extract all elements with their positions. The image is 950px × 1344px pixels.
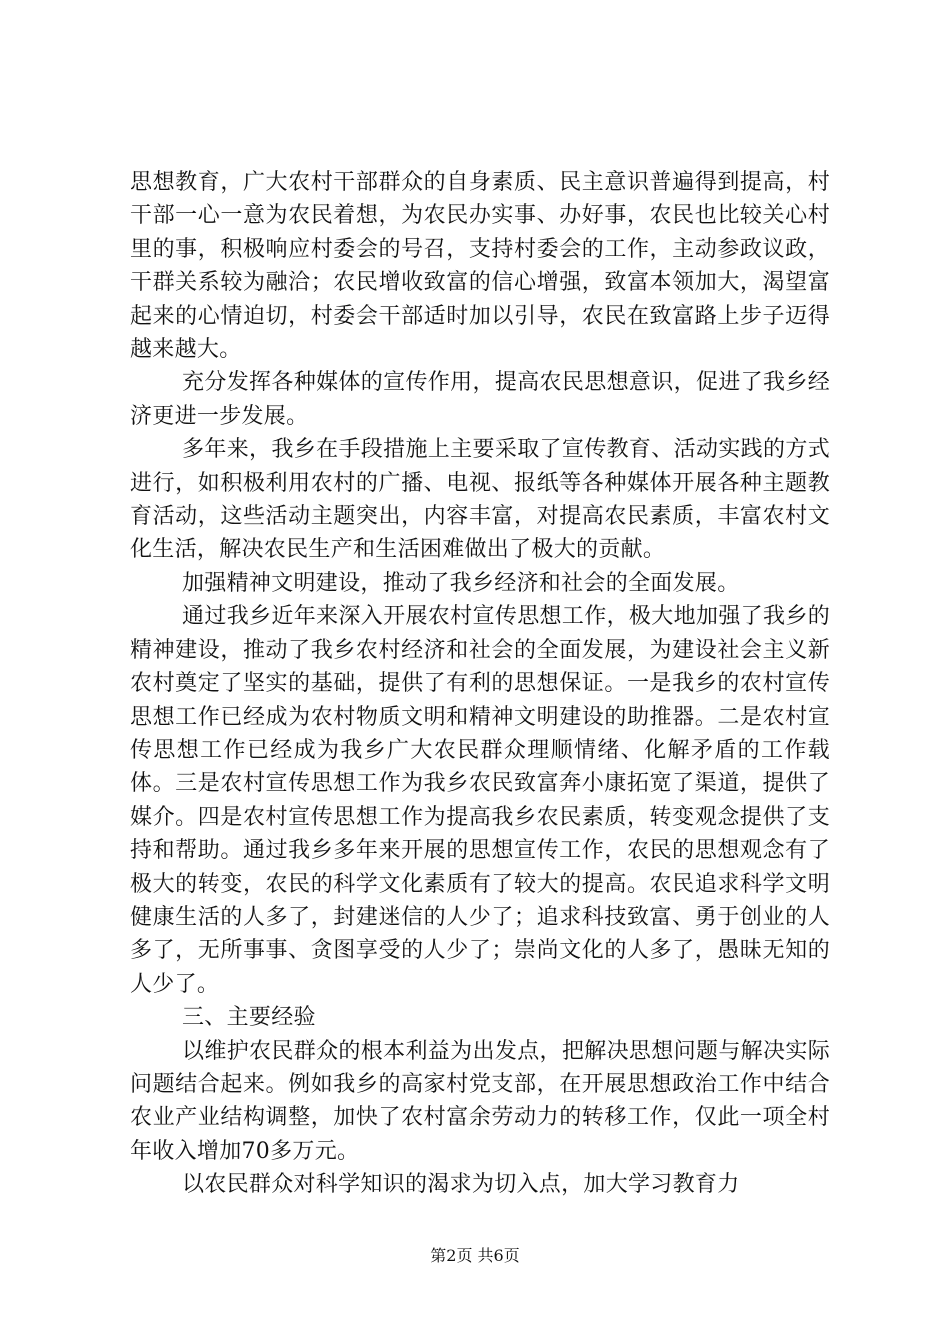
paragraph-heading-civilization: 加强精神文明建设，推动了我乡经济和社会的全面发展。 [182,570,740,596]
paragraph-civilization-body: 通过我乡近年来深入开展农村宣传思想工作，极大地加强了我乡的精神建设，推动了我乡农村经济和社会的全面发展，为建设社会主义新农村奠定了坚实的基础，提供了有利的思想保证。一是我乡的农村宣传思想工作已经成为农村物质文明和精神文明建设的助推器。二是农村宣传思想工作已经成为我乡广大农民群众理顺情绪、化解矛盾的工作载体。三是农村宣传思想工作为我乡农民致富奔小康拓宽了渠道，提供了媒介。四是农村宣传思想工作为提高我乡农民素质，转变观念提供了支持和帮助。通过我乡多年来开展的思想宣传工作，农民的思想观念有了极大的转变，农民的科学文化素质有了较大的提高。农民追求科学文明健康生活的人多了，封建迷信的人少了；追求科技致富、勇于创业的人多了，无所事事、贪图享受的人少了；崇尚文化的人多了，愚昧无知的人少了。 [130,604,830,997]
paragraph-heading-media: 充分发挥各种媒体的宣传作用，提高农民思想意识，促进了我乡经济更进一步发展。 [130,370,830,429]
document-body [130,166,830,1202]
section-heading-experience: 三、主要经验 [182,1005,316,1031]
paragraph-experience-two: 以农民群众对科学知识的渴求为切入点，加大学习教育力 [182,1172,740,1198]
paragraph-continuation: 思想教育，广大农村干部群众的自身素质、民主意识普遍得到提高，村干部一心一意为农民着想，为农民办实事、办好事，农民也比较关心村里的事，积极响应村委会的号召，支持村委会的工作，主动参政议政，干群关系较为融洽；农民增收致富的信心增强，致富本领加大，渴望富起来的心情迫切，村委会干部适时加以引导，农民在致富路上步子迈得越来越大。 [130,170,830,363]
page-footer: 第2页 共6页 [430,1246,520,1265]
paragraph-media-body: 多年来，我乡在手段措施上主要采取了宣传教育、活动实践的方式进行，如积极利用农村的广播、电视、报纸等各种媒体开展各种主题教育活动，这些活动主题突出，内容丰富，对提高农民素质，丰富农村文化生活，解决农民生产和生活困难做出了极大的贡献。 [130,437,830,563]
paragraph-experience-one: 以维护农民群众的根本利益为出发点，把解决思想问题与解决实际问题结合起来。例如我乡的高家村党支部，在开展思想政治工作中结合农业产业结构调整，加快了农村富余劳动力的转移工作，仅此一项全村年收入增加70多万元。 [130,1038,830,1164]
